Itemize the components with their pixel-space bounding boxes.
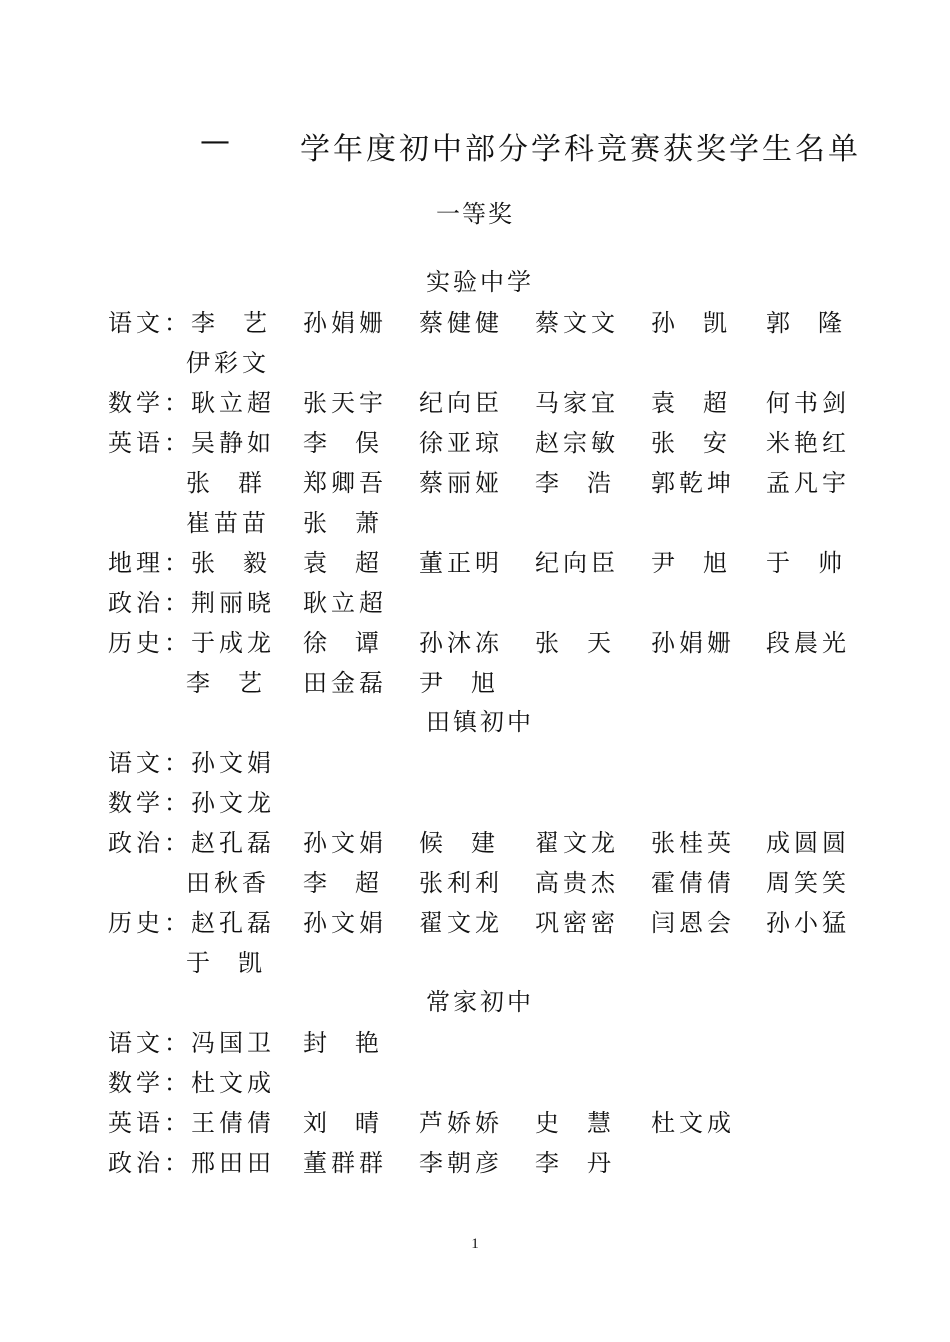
student-name: 张天 [535, 629, 639, 657]
student-name: 刘晴 [303, 1109, 407, 1137]
subject-label: 数学： [108, 789, 192, 817]
student-name: 李朝彦 [419, 1149, 503, 1177]
student-name: 孙娟姗 [303, 309, 387, 337]
student-name: 耿立超 [191, 389, 275, 417]
student-name: 张天宇 [303, 389, 387, 417]
student-name: 伊彩文 [186, 349, 270, 377]
student-name: 李俣 [303, 429, 407, 457]
subject-label: 数学： [108, 389, 192, 417]
student-name: 蔡健健 [419, 309, 503, 337]
student-name: 段晨光 [766, 629, 850, 657]
subject-row [0, 303, 950, 343]
student-name: 张桂英 [651, 829, 735, 857]
student-name: 田金磊 [303, 669, 387, 697]
student-name: 孙娟姗 [651, 629, 735, 657]
student-name: 孙文娟 [303, 909, 387, 937]
student-name: 于凯 [186, 949, 290, 977]
student-name: 尹旭 [419, 669, 523, 697]
student-name: 郑卿吾 [303, 469, 387, 497]
student-name: 翟文龙 [535, 829, 619, 857]
award-level-heading: 一等奖 [436, 200, 514, 228]
subject-row [0, 903, 950, 943]
student-name: 于成龙 [191, 629, 275, 657]
subject-label: 历史： [108, 629, 192, 657]
subject-row [0, 583, 950, 623]
student-name: 徐亚琼 [419, 429, 503, 457]
student-name: 李丹 [535, 1149, 639, 1177]
student-name: 李艺 [186, 669, 290, 697]
subject-label: 政治： [108, 1149, 192, 1177]
subject-row [0, 863, 950, 903]
subject-label: 地理： [108, 549, 192, 577]
student-name: 成圆圆 [766, 829, 850, 857]
student-name: 何书剑 [766, 389, 850, 417]
student-name: 张利利 [419, 869, 503, 897]
student-name: 徐谭 [303, 629, 407, 657]
student-name: 翟文龙 [419, 909, 503, 937]
subject-row [0, 503, 950, 543]
student-name: 封艳 [303, 1029, 407, 1057]
student-name: 王倩倩 [191, 1109, 275, 1137]
student-name: 杜文成 [191, 1069, 275, 1097]
subject-row [0, 1143, 950, 1183]
student-name: 巩密密 [535, 909, 619, 937]
student-name: 霍倩倩 [651, 869, 735, 897]
school-heading: 常家初中 [426, 988, 534, 1016]
student-name: 张萧 [303, 509, 407, 537]
student-name: 董正明 [419, 549, 503, 577]
student-name: 董群群 [303, 1149, 387, 1177]
student-name: 李超 [303, 869, 407, 897]
student-name: 赵孔磊 [191, 829, 275, 857]
student-name: 米艳红 [766, 429, 850, 457]
subject-label: 语文： [108, 309, 192, 337]
subject-row [0, 1103, 950, 1143]
student-name: 孙凯 [651, 309, 755, 337]
student-name: 田秋香 [186, 869, 270, 897]
subject-row [0, 423, 950, 463]
school-heading: 田镇初中 [426, 708, 534, 736]
subject-label: 政治： [108, 829, 192, 857]
student-name: 蔡文文 [535, 309, 619, 337]
student-name: 周笑笑 [766, 869, 850, 897]
student-name: 崔苗苗 [186, 509, 270, 537]
student-name: 袁超 [303, 549, 407, 577]
subject-label: 英语： [108, 429, 192, 457]
subject-row [0, 943, 950, 983]
student-name: 高贵杰 [535, 869, 619, 897]
title-dash: — [200, 124, 233, 159]
student-name: 孙文龙 [191, 789, 275, 817]
student-name: 孙沐冻 [419, 629, 503, 657]
student-name: 孙小猛 [766, 909, 850, 937]
subject-row [0, 623, 950, 663]
subject-label: 语文： [108, 749, 192, 777]
school-heading: 实验中学 [426, 268, 534, 296]
student-name: 耿立超 [303, 589, 387, 617]
student-name: 李艺 [191, 309, 295, 337]
student-name: 孙文娟 [191, 749, 275, 777]
subject-row [0, 383, 950, 423]
subject-label: 历史： [108, 909, 192, 937]
student-name: 候建 [419, 829, 523, 857]
student-name: 尹旭 [651, 549, 755, 577]
student-name: 张安 [651, 429, 755, 457]
student-name: 张群 [186, 469, 290, 497]
student-name: 邢田田 [191, 1149, 275, 1177]
student-name: 孟凡宇 [766, 469, 850, 497]
subject-label: 英语： [108, 1109, 192, 1137]
subject-row [0, 463, 950, 503]
student-name: 孙文娟 [303, 829, 387, 857]
document-title [0, 124, 950, 172]
subject-row [0, 543, 950, 583]
student-name: 郭隆 [766, 309, 870, 337]
subject-label: 政治： [108, 589, 192, 617]
subject-row [0, 1063, 950, 1103]
student-name: 冯国卫 [191, 1029, 275, 1057]
student-name: 袁超 [651, 389, 755, 417]
student-name: 芦娇娇 [419, 1109, 503, 1137]
student-name: 李浩 [535, 469, 639, 497]
student-name: 马家宜 [535, 389, 619, 417]
student-name: 赵孔磊 [191, 909, 275, 937]
student-name: 吴静如 [191, 429, 275, 457]
student-name: 荆丽晓 [191, 589, 275, 617]
subject-row [0, 1023, 950, 1063]
student-name: 赵宗敏 [535, 429, 619, 457]
student-name: 史慧 [535, 1109, 639, 1137]
student-name: 于帅 [766, 549, 870, 577]
subject-row [0, 343, 950, 383]
subject-label: 数学： [108, 1069, 192, 1097]
subject-row [0, 823, 950, 863]
student-name: 闫恩会 [651, 909, 735, 937]
subject-row [0, 783, 950, 823]
student-name: 张毅 [191, 549, 295, 577]
subject-row [0, 663, 950, 703]
subject-label: 语文： [108, 1029, 192, 1057]
student-name: 杜文成 [651, 1109, 735, 1137]
page-number: 1 [471, 1236, 479, 1252]
student-name: 郭乾坤 [651, 469, 735, 497]
student-name: 蔡丽娅 [419, 469, 503, 497]
student-name: 纪向臣 [419, 389, 503, 417]
title-text: 学年度初中部分学科竞赛获奖学生名单 [300, 132, 861, 167]
student-name: 纪向臣 [535, 549, 619, 577]
subject-row [0, 743, 950, 783]
